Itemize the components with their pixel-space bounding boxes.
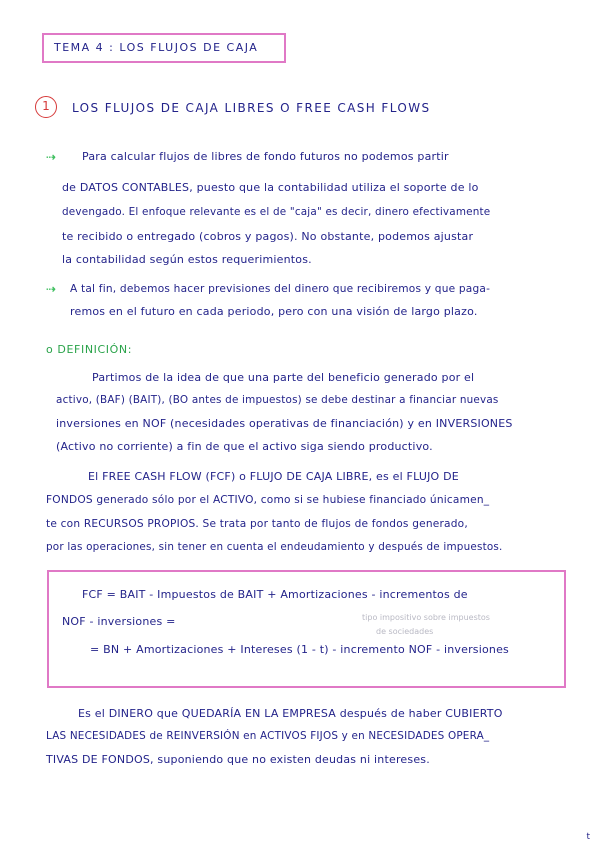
definition-p1-line-1: Partimos de la idea de que una parte del beneficio generado por el [92, 371, 475, 384]
bullet-1-line-2: de DATOS CONTABLES, puesto que la contabilidad utiliza el soporte de lo [62, 181, 479, 194]
definition-label: o DEFINICIÓN: [46, 343, 133, 356]
definition-p1-line-2: activo, (BAF) (BAIT), (BO antes de impuestos) se debe destinar a financiar nuevas [56, 394, 499, 406]
definition-p1-line-3: inversiones en NOF (necesidades operativas de financiación) y en INVERSIONES [56, 417, 513, 430]
definition-p2-line-1: El FREE CASH FLOW (FCF) o FLUJO DE CAJA LIBRE, es el FLUJO DE [88, 470, 459, 483]
bullet-1-line-3: devengado. El enfoque relevante es el de "caja" es decir, dinero efectivamente [62, 206, 491, 218]
formula-line-2: NOF - inversiones = [62, 615, 176, 628]
definition-p2-line-4: por las operaciones, sin tener en cuenta el endeudamiento y después de impuestos. [46, 541, 503, 553]
bullet-2-line-1: A tal fin, debemos hacer previsiones del dinero que recibiremos y que paga- [70, 283, 491, 295]
pencil-note-1: tipo impositivo sobre impuestos [362, 613, 490, 622]
section-title: LOS FLUJOS DE CAJA LIBRES O FREE CASH FLOWS [72, 101, 431, 115]
bullet-1-line-4: te recibido o entregado (cobros y pagos). No obstante, podemos ajustar [62, 230, 474, 243]
definition-p2-line-2: FONDOS generado sólo por el ACTIVO, como si se hubiese financiado únicamen_ [46, 494, 490, 506]
closing-line-3: TIVAS DE FONDOS, suponiendo que no existen deudas ni intereses. [46, 753, 430, 766]
page-title: TEMA 4 : LOS FLUJOS DE CAJA [54, 41, 259, 54]
formula-line-1: FCF = BAIT - Impuestos de BAIT + Amortizaciones - incrementos de [82, 588, 468, 601]
bullet-2-line-2: remos en el futuro en cada periodo, pero con una visión de largo plazo. [70, 305, 478, 318]
definition-p2-line-3: te con RECURSOS PROPIOS. Se trata por tanto de flujos de fondos generado, [46, 518, 468, 530]
closing-line-2: LAS NECESIDADES de REINVERSIÓN en ACTIVOS FIJOS y en NECESIDADES OPERA_ [46, 730, 490, 742]
section-number-circle: 1 [35, 96, 57, 118]
pencil-note-2: de sociedades [376, 627, 434, 636]
closing-line-1: Es el DINERO que QUEDARÍA EN LA EMPRESA después de haber CUBIERTO [78, 707, 503, 720]
bullet-1-line-5: la contabilidad según estos requerimientos. [62, 253, 312, 266]
bullet-1-line-1: Para calcular flujos de libres de fondo futuros no podemos partir [82, 150, 449, 163]
page-mark: t [586, 832, 590, 842]
definition-p1-line-4: (Activo no corriente) a fin de que el activo siga siendo productivo. [56, 440, 433, 453]
arrow-bullet-icon: ⇢ [46, 150, 57, 164]
arrow-bullet-icon: ⇢ [46, 282, 57, 296]
formula-line-3: = BN + Amortizaciones + Intereses (1 - t) - incremento NOF - inversiones [90, 643, 509, 656]
